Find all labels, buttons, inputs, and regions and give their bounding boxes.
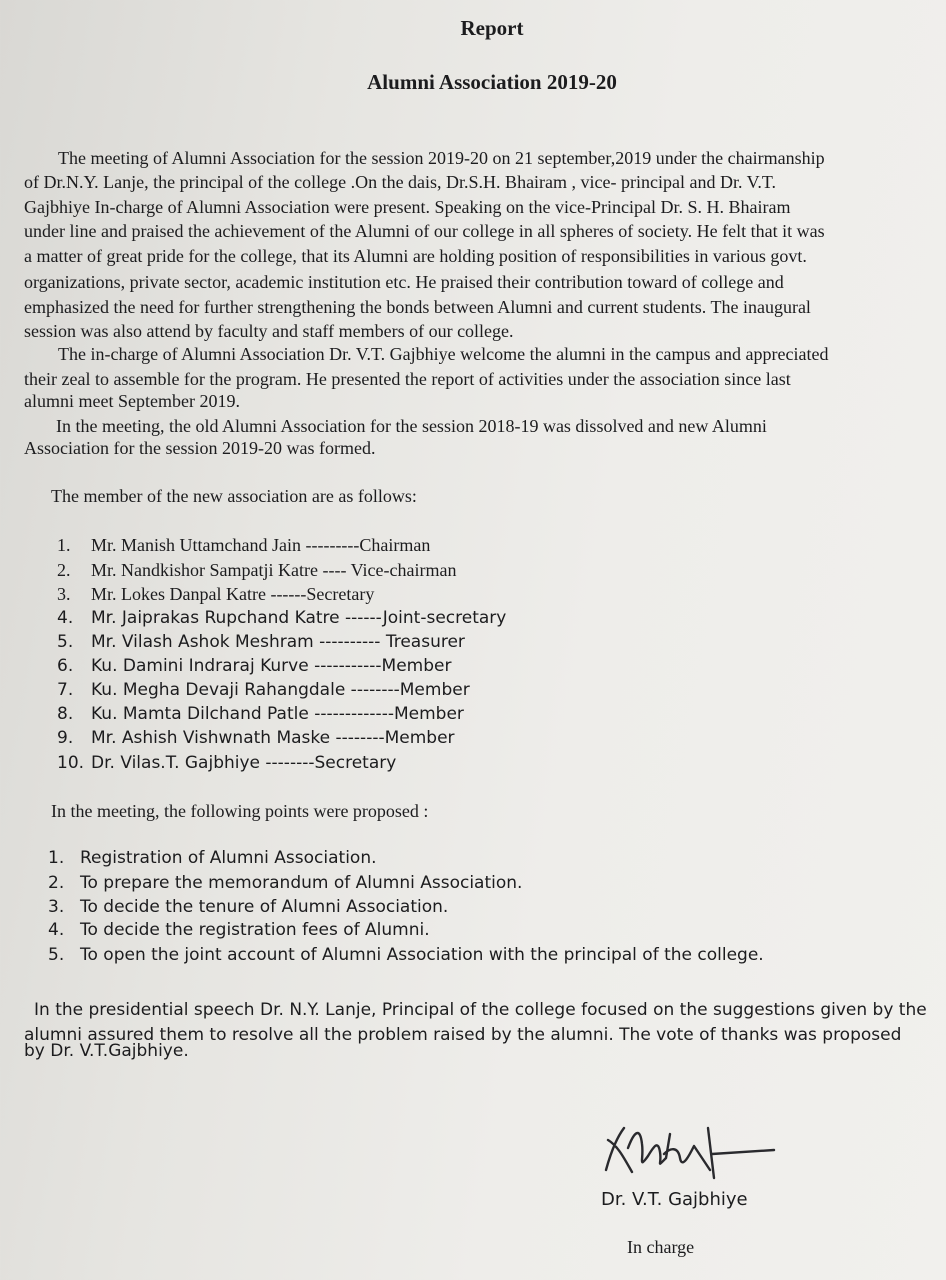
text-line: under line and praised the achievement of the Alumni of our college in all spheres of society. He felt that it was	[24, 221, 825, 241]
text-line: a matter of great pride for the college, that its Alumni are holding position of responsibilities in various govt.	[24, 246, 807, 266]
list-number: 10.	[57, 753, 85, 773]
point-entry: To decide the tenure of Alumni Association.	[80, 897, 449, 917]
text-line: their zeal to assemble for the program. He presented the report of activities under the association since last	[24, 369, 791, 389]
list-item	[57, 680, 470, 700]
list-number: 2.	[57, 560, 71, 580]
list-number: 6.	[57, 656, 74, 676]
point-entry: To open the joint account of Alumni Association with the principal of the college.	[80, 945, 764, 965]
member-entry: Mr. Ashish Vishwnath Maske --------Member	[91, 728, 455, 748]
text-line: In the meeting, the old Alumni Association for the session 2018-19 was dissolved and new Alumni	[56, 416, 767, 436]
member-entry: Mr. Nandkishor Sampatji Katre ---- Vice-chairman	[91, 560, 457, 580]
list-number: 2.	[48, 873, 65, 893]
list-number: 9.	[57, 728, 74, 748]
text-line: of Dr.N.Y. Lanje, the principal of the college .On the dais, Dr.S.H. Bhairam , vice- principal and Dr. V.T.	[24, 172, 776, 192]
list-item	[57, 728, 455, 748]
list-item	[48, 873, 522, 893]
member-entry: Mr. Lokes Danpal Katre ------Secretary	[91, 584, 375, 604]
list-number: 3.	[48, 897, 65, 917]
text-line: The in-charge of Alumni Association Dr. V.T. Gajbhiye welcome the alumni in the campus and appreciated	[58, 344, 829, 364]
members-heading: The member of the new association are as follows:	[51, 486, 417, 506]
signature-mark	[598, 1118, 778, 1188]
text-line: session was also attend by faculty and staff members of our college.	[24, 321, 514, 341]
member-entry: Ku. Megha Devaji Rahangdale --------Member	[91, 680, 470, 700]
text-line: organizations, private sector, academic institution etc. He praised their contribution toward of college and	[24, 272, 784, 292]
list-item	[57, 584, 374, 605]
text-line: alumni assured them to resolve all the problem raised by the alumni. The vote of thanks was proposed	[24, 1025, 902, 1045]
list-number: 5.	[57, 632, 74, 652]
list-number: 5.	[48, 945, 65, 965]
list-item	[57, 656, 452, 676]
signatory-name: Dr. V.T. Gajbhiye	[601, 1189, 748, 1210]
member-entry: Mr. Manish Uttamchand Jain ---------Chairman	[91, 535, 431, 555]
list-number: 8.	[57, 704, 74, 724]
list-item	[57, 560, 456, 581]
text-line: emphasized the need for further strengthening the bonds between Alumni and current students. The inaugural	[24, 297, 811, 317]
list-number: 1.	[57, 535, 71, 555]
text-line: Association for the session 2019-20 was formed.	[24, 438, 376, 458]
list-item	[57, 608, 506, 628]
member-entry: Dr. Vilas.T. Gajbhiye --------Secretary	[91, 753, 397, 773]
list-item	[57, 632, 465, 652]
points-heading: In the meeting, the following points were proposed :	[51, 801, 429, 821]
list-item	[57, 535, 430, 556]
text-line: Gajbhiye In-charge of Alumni Association were present. Speaking on the vice-Principal Dr. S. H. Bhairam	[24, 197, 791, 217]
point-entry: To prepare the memorandum of Alumni Association.	[80, 873, 523, 893]
member-entry: Ku. Mamta Dilchand Patle -------------Member	[91, 704, 464, 724]
text-line: by Dr. V.T.Gajbhiye.	[24, 1041, 189, 1061]
text-line: The meeting of Alumni Association for the session 2019-20 on 21 september,2019 under the chairmanship	[58, 148, 825, 168]
signatory-role: In charge	[627, 1237, 695, 1257]
list-item	[48, 897, 448, 917]
text-line: alumni meet September 2019.	[24, 391, 240, 411]
report-subtitle: Alumni Association 2019-20	[367, 70, 617, 94]
list-number: 3.	[57, 584, 71, 604]
list-number: 7.	[57, 680, 74, 700]
member-entry: Mr. Jaiprakas Rupchand Katre ------Joint-secretary	[91, 608, 507, 628]
list-item	[48, 848, 377, 868]
point-entry: Registration of Alumni Association.	[80, 848, 377, 868]
member-entry: Ku. Damini Indraraj Kurve -----------Member	[91, 656, 452, 676]
list-item	[57, 704, 464, 724]
list-item	[48, 945, 764, 965]
point-entry: To decide the registration fees of Alumni.	[80, 920, 430, 940]
list-number: 4.	[57, 608, 74, 628]
report-title: Report	[460, 16, 524, 40]
list-number: 4.	[48, 920, 65, 940]
text-line: In the presidential speech Dr. N.Y. Lanje, Principal of the college focused on the suggestions given by the	[34, 1000, 927, 1020]
list-item	[57, 753, 396, 773]
list-item	[48, 920, 430, 940]
member-entry: Mr. Vilash Ashok Meshram ---------- Treasurer	[91, 632, 465, 652]
list-number: 1.	[48, 848, 65, 868]
